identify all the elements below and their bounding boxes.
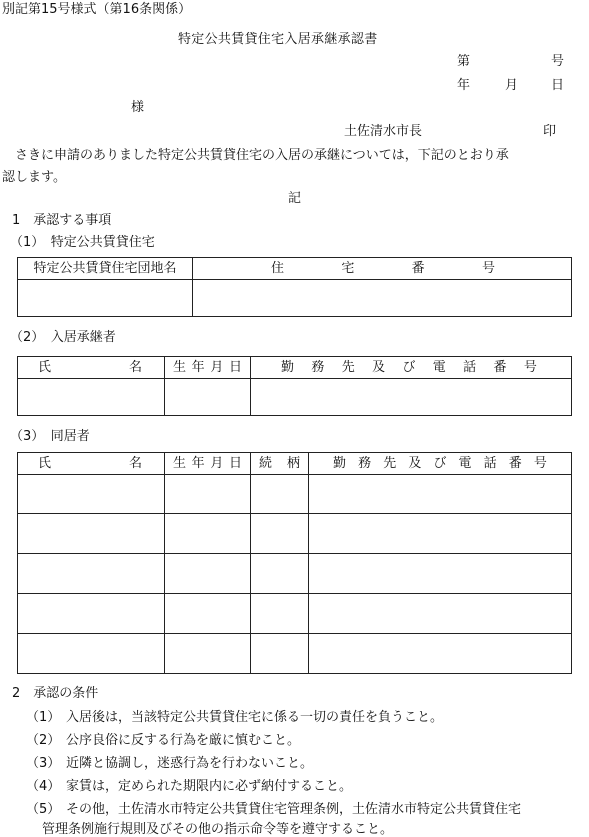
cohabitant-name-cell[interactable] — [18, 594, 165, 634]
cohabitant-birthdate-cell[interactable] — [165, 634, 251, 674]
issuer-name: 土佐清水市長 — [344, 124, 423, 139]
cohabitant-birthdate-cell[interactable] — [165, 554, 251, 594]
header-name: 氏 名 — [18, 453, 165, 475]
sub1-label: （1） 特定公共賃貸住宅 — [10, 235, 155, 250]
cohabitant-relationship-cell[interactable] — [251, 514, 309, 554]
successor-name-cell[interactable] — [18, 379, 165, 416]
housing-number-cell[interactable] — [193, 280, 572, 317]
header-workplace-phone: 勤 務 先 及 び 電 話 番 号 — [251, 357, 572, 379]
condition-1 — [26, 711, 443, 724]
table-row — [18, 594, 572, 634]
date-month: 月 — [505, 78, 519, 93]
condition-number: （2） — [26, 733, 61, 748]
header-complex-name: 特定公共賃貸住宅団地名 — [18, 258, 193, 280]
condition-4 — [26, 780, 352, 793]
header-housing-number: 住 宅 番 号 — [193, 258, 572, 280]
successor-birthdate-cell[interactable] — [165, 379, 251, 416]
cohabitant-workplace-cell[interactable] — [309, 634, 572, 674]
condition-number: （4） — [26, 779, 61, 794]
cohabitant-name-cell[interactable] — [18, 475, 165, 514]
date-year: 年 — [457, 78, 471, 93]
header-birthdate: 生 年 月 日 — [165, 453, 251, 475]
intro-line-1: さきに申請のありました特定公共賃貸住宅の入居の承継については，下記のとおり承 — [15, 148, 509, 163]
table-row — [18, 554, 572, 594]
sub2-label: （2） 入居承継者 — [10, 330, 116, 345]
complex-name-cell[interactable] — [18, 280, 193, 317]
cohabitant-workplace-cell[interactable] — [309, 594, 572, 634]
condition-number: （5） — [26, 802, 61, 817]
successor-workplace-cell[interactable] — [251, 379, 572, 416]
table-row — [18, 514, 572, 554]
header-name: 氏 名 — [18, 357, 165, 379]
seal-mark: 印 — [543, 124, 557, 139]
section1-heading: 1 承認する事項 — [12, 213, 112, 228]
cohabitant-relationship-cell[interactable] — [251, 594, 309, 634]
sub3-label: （3） 同居者 — [10, 429, 90, 444]
cohabitant-name-cell[interactable] — [18, 554, 165, 594]
cohabitant-birthdate-cell[interactable] — [165, 475, 251, 514]
cohabitant-table — [17, 452, 572, 674]
cohabitant-workplace-cell[interactable] — [309, 554, 572, 594]
condition-2 — [26, 734, 300, 747]
cohabitant-relationship-cell[interactable] — [251, 475, 309, 514]
form-number: 別記第15号様式（第16条関係） — [2, 2, 192, 17]
cohabitant-birthdate-cell[interactable] — [165, 594, 251, 634]
condition-text: 家賃は，定められた期限内に必ず納付すること。 — [66, 779, 353, 794]
condition-number: （1） — [26, 710, 61, 725]
number-go: 号 — [551, 54, 565, 69]
header-birthdate: 生 年 月 日 — [165, 357, 251, 379]
ki-heading: 記 — [288, 191, 302, 206]
section2-heading: 2 承認の条件 — [12, 686, 99, 701]
intro-line-2: 認します。 — [2, 170, 66, 185]
addressee-sama: 様 — [131, 100, 145, 115]
cohabitant-name-cell[interactable] — [18, 634, 165, 674]
header-relationship: 続 柄 — [251, 453, 309, 475]
table-row — [18, 634, 572, 674]
condition-5 — [26, 803, 521, 816]
cohabitant-workplace-cell[interactable] — [309, 514, 572, 554]
cohabitant-workplace-cell[interactable] — [309, 475, 572, 514]
table-row — [18, 475, 572, 514]
housing-table — [17, 257, 572, 317]
condition-text: 近隣と協調し，迷惑行為を行わないこと。 — [66, 756, 314, 771]
cohabitant-name-cell[interactable] — [18, 514, 165, 554]
cohabitant-birthdate-cell[interactable] — [165, 514, 251, 554]
condition-number: （3） — [26, 756, 61, 771]
successor-table — [17, 356, 572, 416]
condition-3 — [26, 757, 313, 770]
condition-text: 公序良俗に反する行為を厳に慎むこと。 — [66, 733, 301, 748]
condition-5-continuation: 管理条例施行規則及びその他の指示命令等を遵守すること。 — [42, 822, 394, 837]
number-dai: 第 — [457, 54, 471, 69]
condition-text: 入居後は，当該特定公共賃貸住宅に係る一切の責任を負うこと。 — [66, 710, 444, 725]
cohabitant-relationship-cell[interactable] — [251, 634, 309, 674]
cohabitant-relationship-cell[interactable] — [251, 554, 309, 594]
header-workplace-phone: 勤 務 先 及 び 電 話 番 号 — [309, 453, 572, 475]
date-day: 日 — [551, 78, 565, 93]
condition-text: その他，土佐清水市特定公共賃貸住宅管理条例，土佐清水市特定公共賃貸住宅 — [66, 802, 522, 817]
document-title: 特定公共賃貸住宅入居承継承認書 — [178, 32, 378, 47]
